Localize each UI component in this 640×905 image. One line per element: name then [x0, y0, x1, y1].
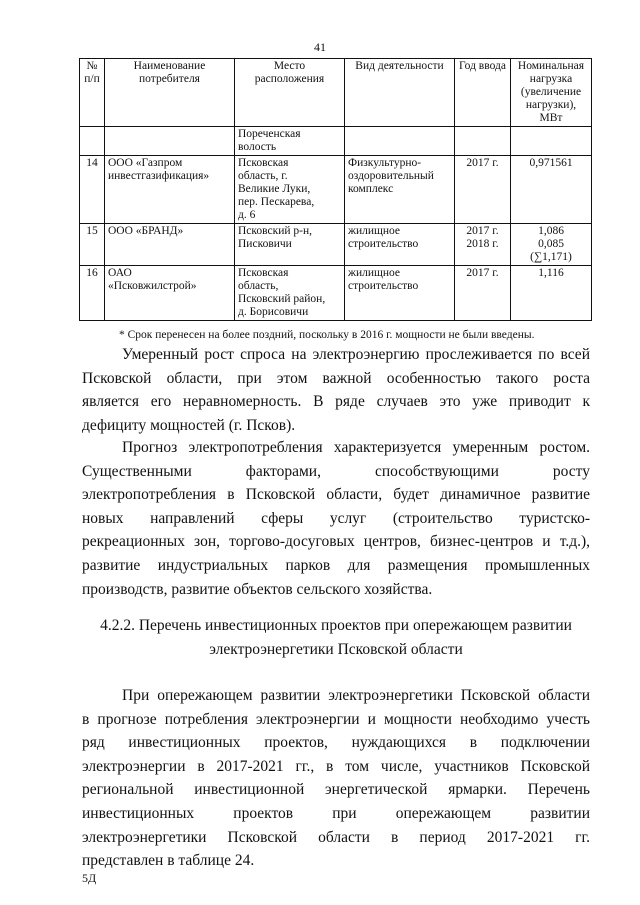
- cell-line: Писковичи: [238, 238, 292, 250]
- cell-line: Псковская: [238, 267, 289, 279]
- cell-line: «Псковжилстрой»: [108, 280, 197, 292]
- paragraph-line: Прогноз электропотребления характеризуется умеренным ростом.: [122, 439, 590, 456]
- paragraph-line: электроэнергетики Псковской области в период 2017-2021 гг.: [82, 828, 590, 846]
- table-row: [80, 224, 592, 266]
- cell-line: инвестгазификация»: [108, 170, 210, 182]
- paragraph-line: При опережающем развитии электроэнергетики Псковской области: [122, 687, 590, 704]
- paragraph-line: инвестиционных проектов при опережающем развитии: [82, 804, 590, 822]
- cell-line: строительство: [348, 238, 419, 250]
- heading-line: 4.2.2. Перечень инвестиционных проектов при опережающем развитии: [100, 617, 572, 634]
- cell-line: д. Борисовичи: [238, 306, 309, 318]
- cell-load: [511, 156, 592, 224]
- cell-line: область,: [238, 280, 279, 292]
- cell-line: комплекс: [348, 183, 394, 195]
- cell-year: [455, 224, 511, 266]
- cell-line: пер. Пескарева,: [238, 196, 315, 208]
- cell-num: 15: [80, 224, 105, 266]
- paragraph-investment-projects: [82, 684, 590, 873]
- cell-line: оздоровительный: [348, 170, 434, 182]
- cell-empty: [105, 127, 235, 156]
- paragraph-line: Умеренный рост спроса на электроэнергию прослеживается по всей: [122, 346, 590, 363]
- cell-line: 1,086: [538, 225, 564, 237]
- cell-line: 0,085: [538, 238, 564, 250]
- cell-name: [105, 224, 235, 266]
- cell-year: [455, 266, 511, 321]
- cell-line: область, г.: [238, 170, 288, 182]
- cell-name: [105, 266, 235, 321]
- paragraph-forecast: [82, 436, 590, 601]
- cell-line: ООО «БРАНД»: [108, 225, 184, 237]
- cell-line: ОАО: [108, 267, 132, 279]
- cell-line: жилищное: [348, 225, 400, 237]
- header-activity: Вид деятельности: [345, 59, 455, 127]
- cell-empty: [345, 127, 455, 156]
- cell-empty: [80, 127, 105, 156]
- page-number: 41: [314, 40, 326, 54]
- cell-line: д. 6: [238, 209, 256, 221]
- cell-line: Псковский р-н,: [238, 225, 313, 237]
- paragraph-line: развитие индустриальных парков для размещения промышленных: [82, 556, 590, 574]
- cell-location: [235, 127, 345, 156]
- cell-year: [455, 156, 511, 224]
- cell-name: [105, 156, 235, 224]
- paragraph-line: в прогнозе потребления электроэнергии и мощности необходимо учесть: [82, 710, 590, 728]
- cell-activity: [345, 266, 455, 321]
- cell-line: волость: [238, 141, 277, 153]
- cell-line: жилищное: [348, 267, 400, 279]
- paragraph-line: электропотребления в Псковской области, будет динамичное развитие: [82, 486, 590, 504]
- paragraph-line: новых направлений сферы услуг (строительство туристско-: [82, 509, 590, 527]
- paragraph-line: ряд инвестиционных проектов, нуждающихся в подключении: [82, 734, 590, 752]
- header-location: Место расположения: [235, 59, 345, 127]
- cell-line: Псковская: [238, 157, 289, 169]
- cell-load: [511, 224, 592, 266]
- cell-line: Великие Луки,: [238, 183, 311, 195]
- cell-line: 2017 г.: [466, 225, 499, 237]
- table-footnote: * Срок перенесен на более поздний, поскольку в 2016 г. мощности не были введены.: [119, 329, 535, 341]
- cell-line: 2017 г.: [466, 157, 499, 169]
- paragraph-line: Псковской области, при этом важной особенностью такого роста: [82, 369, 590, 387]
- consumers-table: [79, 58, 592, 321]
- table-row: [80, 156, 592, 224]
- cell-line: ООО «Газпром: [108, 157, 183, 169]
- cell-line: 1,116: [538, 267, 564, 279]
- section-heading: [82, 614, 590, 661]
- paragraph-line: является его неравномерность. В ряде случаев это уже приводит к: [82, 393, 590, 411]
- cell-empty: [511, 127, 592, 156]
- table-row-continuation: [80, 127, 592, 156]
- cell-line: 2018 г.: [466, 238, 499, 250]
- cell-location: [235, 266, 345, 321]
- paragraph-line: региональной инвестиционной энергетической ярмарки. Перечень: [82, 781, 590, 799]
- paragraph-line: Существенными факторами, способствующими росту: [82, 462, 590, 480]
- heading-line: электроэнергетики Псковской области: [209, 640, 463, 658]
- cell-line: Пореченская: [238, 128, 301, 140]
- cell-location: [235, 224, 345, 266]
- paragraph-line: производств, развитие объектов сельского хозяйства.: [82, 580, 433, 598]
- table-header-row: [80, 59, 592, 127]
- cell-activity: [345, 156, 455, 224]
- header-num: № п/п: [80, 59, 105, 127]
- cell-num: 14: [80, 156, 105, 224]
- cell-num: 16: [80, 266, 105, 321]
- paragraph-line: дефициту мощностей (г. Псков).: [82, 416, 296, 434]
- cell-location: [235, 156, 345, 224]
- cell-line: (∑1,171): [530, 251, 572, 263]
- paragraph-line: электроэнергии в 2017-2021 гг., в том числе, участников Псковской: [82, 757, 590, 775]
- cell-load: [511, 266, 592, 321]
- header-consumer-name: Наименование потребителя: [105, 59, 235, 127]
- cell-line: строительство: [348, 280, 419, 292]
- paragraph-line: рекреационных зон, торгово-досуговых центров, бизнес-центров и т.д.),: [82, 533, 590, 551]
- cell-line: 2017 г.: [466, 267, 499, 279]
- paragraph-demand-growth: [82, 343, 590, 437]
- page-code: 5Д: [82, 871, 97, 885]
- cell-line: Псковский район,: [238, 293, 326, 305]
- cell-line: 0,971561: [529, 157, 573, 169]
- cell-line: Физкультурно-: [348, 157, 422, 169]
- cell-activity: [345, 224, 455, 266]
- header-nominal-load: Номинальная нагрузка (увеличение нагрузки), МВт: [511, 59, 592, 127]
- header-year: Год ввода: [455, 59, 511, 127]
- table-row: [80, 266, 592, 321]
- cell-empty: [455, 127, 511, 156]
- paragraph-line: представлен в таблице 24.: [82, 852, 255, 870]
